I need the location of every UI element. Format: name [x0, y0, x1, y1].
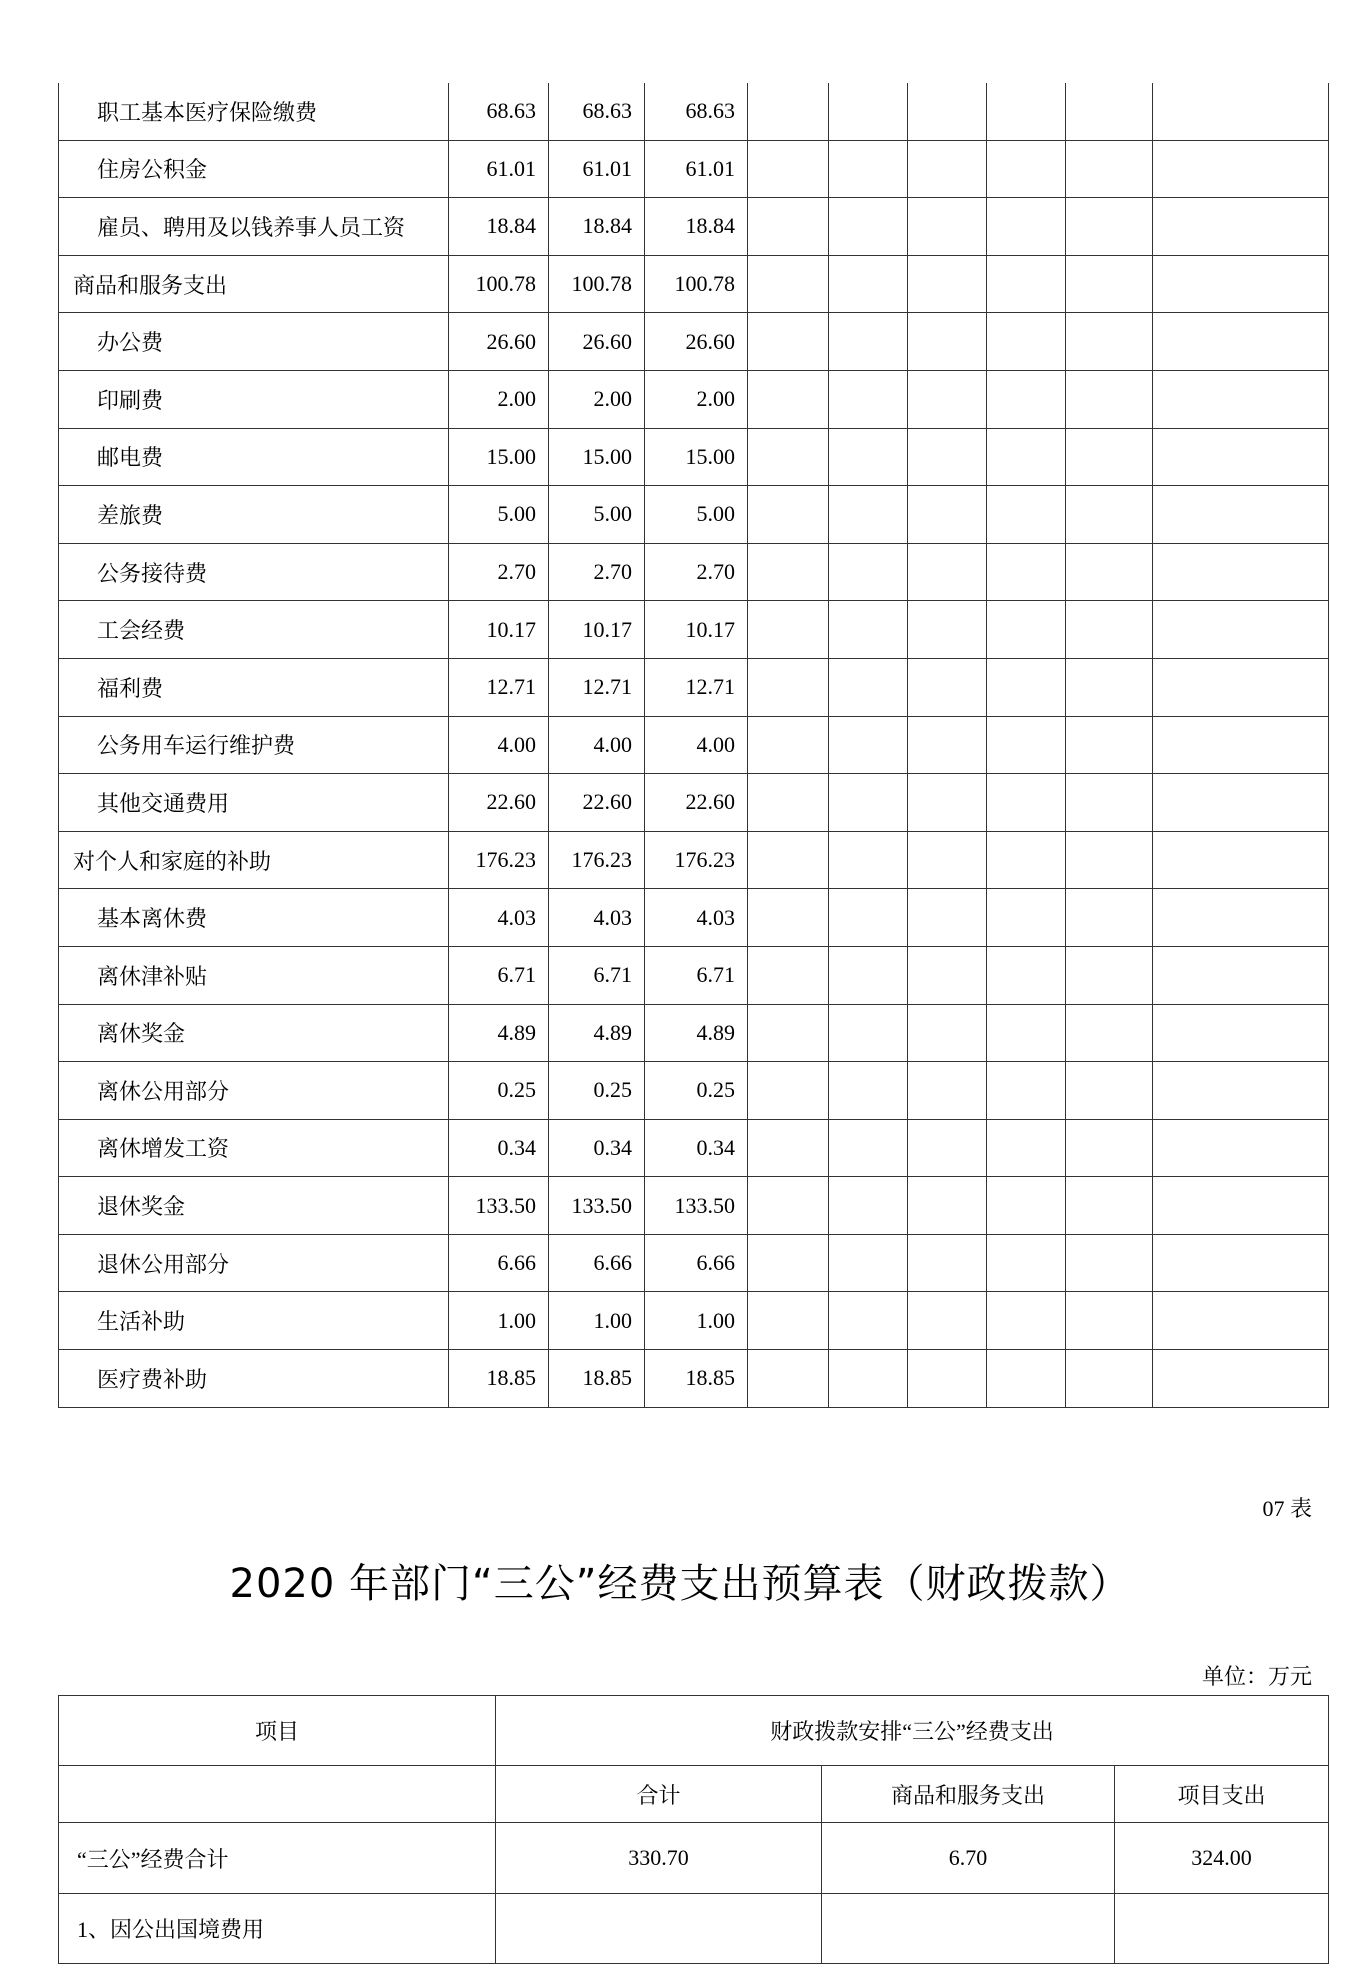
- empty-cell: [748, 1119, 829, 1177]
- empty-cell: [987, 1062, 1066, 1120]
- empty-cell: [908, 601, 987, 659]
- value-cell: 12.71: [549, 658, 645, 716]
- value-cell: 1.00: [549, 1292, 645, 1350]
- empty-cell: [987, 255, 1066, 313]
- empty-cell: [987, 83, 1066, 140]
- table-row: [59, 486, 1329, 544]
- empty-cell: [1153, 831, 1329, 889]
- value-cell: 4.03: [549, 889, 645, 947]
- table-row: [59, 140, 1329, 198]
- row-label: 雇员、聘用及以钱养事人员工资: [59, 198, 449, 256]
- empty-cell: [908, 83, 987, 140]
- page-title: 2020 年部门“三公”经费支出预算表（财政拨款）: [229, 1561, 1131, 1607]
- value-cell: 2.70: [449, 543, 549, 601]
- table-row: [59, 198, 1329, 256]
- table-row: [59, 1004, 1329, 1062]
- header-blank: [59, 1766, 496, 1823]
- empty-cell: [987, 716, 1066, 774]
- empty-cell: [748, 946, 829, 1004]
- empty-cell: [1066, 370, 1153, 428]
- empty-cell: [987, 1292, 1066, 1350]
- empty-cell: [987, 370, 1066, 428]
- table-row: [59, 370, 1329, 428]
- value-cell: 10.17: [449, 601, 549, 659]
- value-cell: 5.00: [645, 486, 748, 544]
- empty-cell: [1066, 255, 1153, 313]
- empty-cell: [908, 428, 987, 486]
- row-label: 退休奖金: [59, 1177, 449, 1235]
- empty-cell: [1153, 1350, 1329, 1408]
- empty-cell: [1153, 313, 1329, 371]
- empty-cell: [829, 601, 908, 659]
- cell-project: 324.00: [1115, 1823, 1329, 1894]
- empty-cell: [987, 831, 1066, 889]
- value-cell: 4.03: [449, 889, 549, 947]
- value-cell: 4.00: [549, 716, 645, 774]
- table-number: 07 表: [1262, 1496, 1312, 1521]
- table-row: [59, 601, 1329, 659]
- header-total: 合计: [496, 1766, 822, 1823]
- empty-cell: [1153, 774, 1329, 832]
- empty-cell: [1066, 601, 1153, 659]
- empty-cell: [1066, 889, 1153, 947]
- value-cell: 22.60: [449, 774, 549, 832]
- empty-cell: [908, 889, 987, 947]
- row-label: 医疗费补助: [59, 1350, 449, 1408]
- value-cell: 18.85: [549, 1350, 645, 1408]
- value-cell: 133.50: [645, 1177, 748, 1235]
- empty-cell: [1066, 1350, 1153, 1408]
- value-cell: 68.63: [549, 83, 645, 140]
- empty-cell: [829, 1004, 908, 1062]
- empty-cell: [1066, 543, 1153, 601]
- header-goods-services: 商品和服务支出: [822, 1766, 1115, 1823]
- row-label: 福利费: [59, 658, 449, 716]
- value-cell: 18.85: [645, 1350, 748, 1408]
- row-label: 邮电费: [59, 428, 449, 486]
- table-row: [59, 1350, 1329, 1408]
- empty-cell: [987, 946, 1066, 1004]
- header-group: 财政拨款安排“三公”经费支出: [496, 1696, 1329, 1766]
- cell-project: [1115, 1894, 1329, 1964]
- value-cell: 5.00: [549, 486, 645, 544]
- empty-cell: [908, 831, 987, 889]
- empty-cell: [748, 1062, 829, 1120]
- value-cell: 0.34: [449, 1119, 549, 1177]
- empty-cell: [1153, 255, 1329, 313]
- empty-cell: [908, 1234, 987, 1292]
- table-row: [59, 658, 1329, 716]
- empty-cell: [908, 486, 987, 544]
- value-cell: 68.63: [449, 83, 549, 140]
- value-cell: 61.01: [449, 140, 549, 198]
- value-cell: 61.01: [549, 140, 645, 198]
- empty-cell: [1153, 1234, 1329, 1292]
- empty-cell: [908, 946, 987, 1004]
- empty-cell: [987, 658, 1066, 716]
- empty-cell: [748, 658, 829, 716]
- value-cell: 2.00: [549, 370, 645, 428]
- table-row: [59, 716, 1329, 774]
- empty-cell: [829, 83, 908, 140]
- unit-label: 单位：万元: [1201, 1664, 1312, 1689]
- value-cell: 15.00: [549, 428, 645, 486]
- row-label: 公务接待费: [59, 543, 449, 601]
- empty-cell: [908, 1119, 987, 1177]
- row-label: 其他交通费用: [59, 774, 449, 832]
- value-cell: 6.71: [449, 946, 549, 1004]
- value-cell: 1.00: [449, 1292, 549, 1350]
- row-label: 离休津补贴: [59, 946, 449, 1004]
- empty-cell: [1153, 1177, 1329, 1235]
- value-cell: 0.25: [645, 1062, 748, 1120]
- empty-cell: [1153, 140, 1329, 198]
- empty-cell: [987, 1119, 1066, 1177]
- empty-cell: [1153, 1119, 1329, 1177]
- value-cell: 2.70: [645, 543, 748, 601]
- empty-cell: [829, 486, 908, 544]
- value-cell: 26.60: [645, 313, 748, 371]
- empty-cell: [1153, 1004, 1329, 1062]
- empty-cell: [1153, 1062, 1329, 1120]
- empty-cell: [1066, 1119, 1153, 1177]
- value-cell: 15.00: [449, 428, 549, 486]
- value-cell: 4.00: [449, 716, 549, 774]
- empty-cell: [987, 1350, 1066, 1408]
- empty-cell: [1066, 831, 1153, 889]
- three-public-expenses-table: [58, 1695, 1329, 1964]
- empty-cell: [829, 1292, 908, 1350]
- empty-cell: [908, 1004, 987, 1062]
- empty-cell: [748, 140, 829, 198]
- empty-cell: [748, 428, 829, 486]
- empty-cell: [987, 140, 1066, 198]
- empty-cell: [1153, 658, 1329, 716]
- empty-cell: [908, 774, 987, 832]
- empty-cell: [1066, 1177, 1153, 1235]
- empty-cell: [987, 1177, 1066, 1235]
- empty-cell: [908, 716, 987, 774]
- row-label: 1、因公出国境费用: [59, 1894, 496, 1964]
- row-label: 公务用车运行维护费: [59, 716, 449, 774]
- value-cell: 4.03: [645, 889, 748, 947]
- empty-cell: [987, 486, 1066, 544]
- table-row: [59, 1062, 1329, 1120]
- table-row: [59, 1823, 1329, 1894]
- empty-cell: [748, 1292, 829, 1350]
- table-row: [59, 543, 1329, 601]
- table-row: [59, 1119, 1329, 1177]
- row-label: 办公费: [59, 313, 449, 371]
- row-label: 退休公用部分: [59, 1234, 449, 1292]
- empty-cell: [1066, 1062, 1153, 1120]
- value-cell: 22.60: [645, 774, 748, 832]
- empty-cell: [748, 1004, 829, 1062]
- value-cell: 4.89: [549, 1004, 645, 1062]
- empty-cell: [987, 428, 1066, 486]
- empty-cell: [829, 716, 908, 774]
- value-cell: 4.00: [645, 716, 748, 774]
- table-row: [59, 428, 1329, 486]
- empty-cell: [1153, 1292, 1329, 1350]
- value-cell: 0.25: [549, 1062, 645, 1120]
- row-label: 差旅费: [59, 486, 449, 544]
- row-label: 离休公用部分: [59, 1062, 449, 1120]
- empty-cell: [829, 140, 908, 198]
- empty-cell: [987, 601, 1066, 659]
- empty-cell: [908, 140, 987, 198]
- table-row: [59, 1894, 1329, 1964]
- cell-total: 330.70: [496, 1823, 822, 1894]
- empty-cell: [829, 831, 908, 889]
- empty-cell: [987, 1004, 1066, 1062]
- value-cell: 12.71: [645, 658, 748, 716]
- empty-cell: [829, 313, 908, 371]
- empty-cell: [829, 658, 908, 716]
- row-label: 商品和服务支出: [59, 255, 449, 313]
- table-row: [59, 1234, 1329, 1292]
- empty-cell: [748, 774, 829, 832]
- value-cell: 100.78: [645, 255, 748, 313]
- value-cell: 18.84: [549, 198, 645, 256]
- empty-cell: [1066, 428, 1153, 486]
- empty-cell: [1066, 313, 1153, 371]
- table-row: [59, 1177, 1329, 1235]
- row-label: 职工基本医疗保险缴费: [59, 83, 449, 140]
- empty-cell: [748, 831, 829, 889]
- row-label: 印刷费: [59, 370, 449, 428]
- row-label: 基本离休费: [59, 889, 449, 947]
- empty-cell: [829, 946, 908, 1004]
- value-cell: 22.60: [549, 774, 645, 832]
- value-cell: 1.00: [645, 1292, 748, 1350]
- empty-cell: [908, 1177, 987, 1235]
- row-label: 工会经费: [59, 601, 449, 659]
- value-cell: 18.84: [645, 198, 748, 256]
- header-item: 项目: [59, 1696, 496, 1766]
- value-cell: 2.00: [449, 370, 549, 428]
- empty-cell: [748, 543, 829, 601]
- empty-cell: [908, 1062, 987, 1120]
- empty-cell: [987, 889, 1066, 947]
- empty-cell: [1066, 658, 1153, 716]
- empty-cell: [987, 543, 1066, 601]
- empty-cell: [829, 889, 908, 947]
- value-cell: 4.89: [645, 1004, 748, 1062]
- empty-cell: [1066, 946, 1153, 1004]
- empty-cell: [908, 543, 987, 601]
- empty-cell: [1066, 774, 1153, 832]
- empty-cell: [987, 198, 1066, 256]
- value-cell: 26.60: [449, 313, 549, 371]
- value-cell: 100.78: [449, 255, 549, 313]
- empty-cell: [748, 1177, 829, 1235]
- empty-cell: [748, 255, 829, 313]
- table-row: [59, 1292, 1329, 1350]
- empty-cell: [1153, 83, 1329, 140]
- value-cell: 6.71: [645, 946, 748, 1004]
- empty-cell: [1153, 946, 1329, 1004]
- header-project: 项目支出: [1115, 1766, 1329, 1823]
- value-cell: 176.23: [549, 831, 645, 889]
- empty-cell: [1066, 716, 1153, 774]
- empty-cell: [1066, 198, 1153, 256]
- value-cell: 133.50: [449, 1177, 549, 1235]
- value-cell: 6.71: [549, 946, 645, 1004]
- empty-cell: [987, 1234, 1066, 1292]
- empty-cell: [829, 1177, 908, 1235]
- empty-cell: [1153, 543, 1329, 601]
- empty-cell: [748, 1234, 829, 1292]
- value-cell: 6.66: [645, 1234, 748, 1292]
- row-label: 生活补助: [59, 1292, 449, 1350]
- value-cell: 6.66: [549, 1234, 645, 1292]
- table-row: [59, 831, 1329, 889]
- empty-cell: [829, 255, 908, 313]
- empty-cell: [829, 198, 908, 256]
- empty-cell: [1153, 428, 1329, 486]
- value-cell: 0.34: [549, 1119, 645, 1177]
- table-row: [59, 313, 1329, 371]
- table-row: [59, 774, 1329, 832]
- value-cell: 6.66: [449, 1234, 549, 1292]
- empty-cell: [748, 313, 829, 371]
- empty-cell: [829, 1119, 908, 1177]
- value-cell: 0.25: [449, 1062, 549, 1120]
- empty-cell: [1153, 370, 1329, 428]
- empty-cell: [908, 255, 987, 313]
- value-cell: 0.34: [645, 1119, 748, 1177]
- empty-cell: [1066, 1234, 1153, 1292]
- table-row: [59, 83, 1329, 140]
- empty-cell: [748, 486, 829, 544]
- budget-detail-table: [58, 83, 1329, 1408]
- empty-cell: [1153, 486, 1329, 544]
- value-cell: 176.23: [449, 831, 549, 889]
- empty-cell: [829, 370, 908, 428]
- empty-cell: [987, 313, 1066, 371]
- empty-cell: [908, 1350, 987, 1408]
- value-cell: 100.78: [549, 255, 645, 313]
- empty-cell: [1066, 83, 1153, 140]
- value-cell: 68.63: [645, 83, 748, 140]
- empty-cell: [829, 774, 908, 832]
- table-row: [59, 255, 1329, 313]
- value-cell: 176.23: [645, 831, 748, 889]
- empty-cell: [829, 1062, 908, 1120]
- cell-goods-services: 6.70: [822, 1823, 1115, 1894]
- empty-cell: [987, 774, 1066, 832]
- row-label: 离休奖金: [59, 1004, 449, 1062]
- empty-cell: [748, 1350, 829, 1408]
- empty-cell: [829, 1234, 908, 1292]
- value-cell: 10.17: [549, 601, 645, 659]
- empty-cell: [1153, 601, 1329, 659]
- empty-cell: [1066, 1292, 1153, 1350]
- empty-cell: [748, 198, 829, 256]
- empty-cell: [1066, 1004, 1153, 1062]
- value-cell: 12.71: [449, 658, 549, 716]
- empty-cell: [1153, 716, 1329, 774]
- cell-total: [496, 1894, 822, 1964]
- table-row: [59, 889, 1329, 947]
- value-cell: 18.85: [449, 1350, 549, 1408]
- value-cell: 133.50: [549, 1177, 645, 1235]
- empty-cell: [748, 370, 829, 428]
- value-cell: 18.84: [449, 198, 549, 256]
- empty-cell: [908, 658, 987, 716]
- empty-cell: [1153, 198, 1329, 256]
- empty-cell: [829, 428, 908, 486]
- row-label: “三公”经费合计: [59, 1823, 496, 1894]
- value-cell: 5.00: [449, 486, 549, 544]
- empty-cell: [908, 313, 987, 371]
- table-row: [59, 946, 1329, 1004]
- empty-cell: [748, 601, 829, 659]
- empty-cell: [908, 1292, 987, 1350]
- empty-cell: [908, 198, 987, 256]
- empty-cell: [748, 83, 829, 140]
- row-label: 住房公积金: [59, 140, 449, 198]
- empty-cell: [829, 543, 908, 601]
- empty-cell: [829, 1350, 908, 1408]
- row-label: 离休增发工资: [59, 1119, 449, 1177]
- row-label: 对个人和家庭的补助: [59, 831, 449, 889]
- empty-cell: [1066, 486, 1153, 544]
- value-cell: 4.89: [449, 1004, 549, 1062]
- value-cell: 61.01: [645, 140, 748, 198]
- value-cell: 2.70: [549, 543, 645, 601]
- empty-cell: [748, 716, 829, 774]
- value-cell: 26.60: [549, 313, 645, 371]
- empty-cell: [748, 889, 829, 947]
- empty-cell: [1153, 889, 1329, 947]
- cell-goods-services: [822, 1894, 1115, 1964]
- value-cell: 15.00: [645, 428, 748, 486]
- value-cell: 2.00: [645, 370, 748, 428]
- value-cell: 10.17: [645, 601, 748, 659]
- empty-cell: [1066, 140, 1153, 198]
- empty-cell: [908, 370, 987, 428]
